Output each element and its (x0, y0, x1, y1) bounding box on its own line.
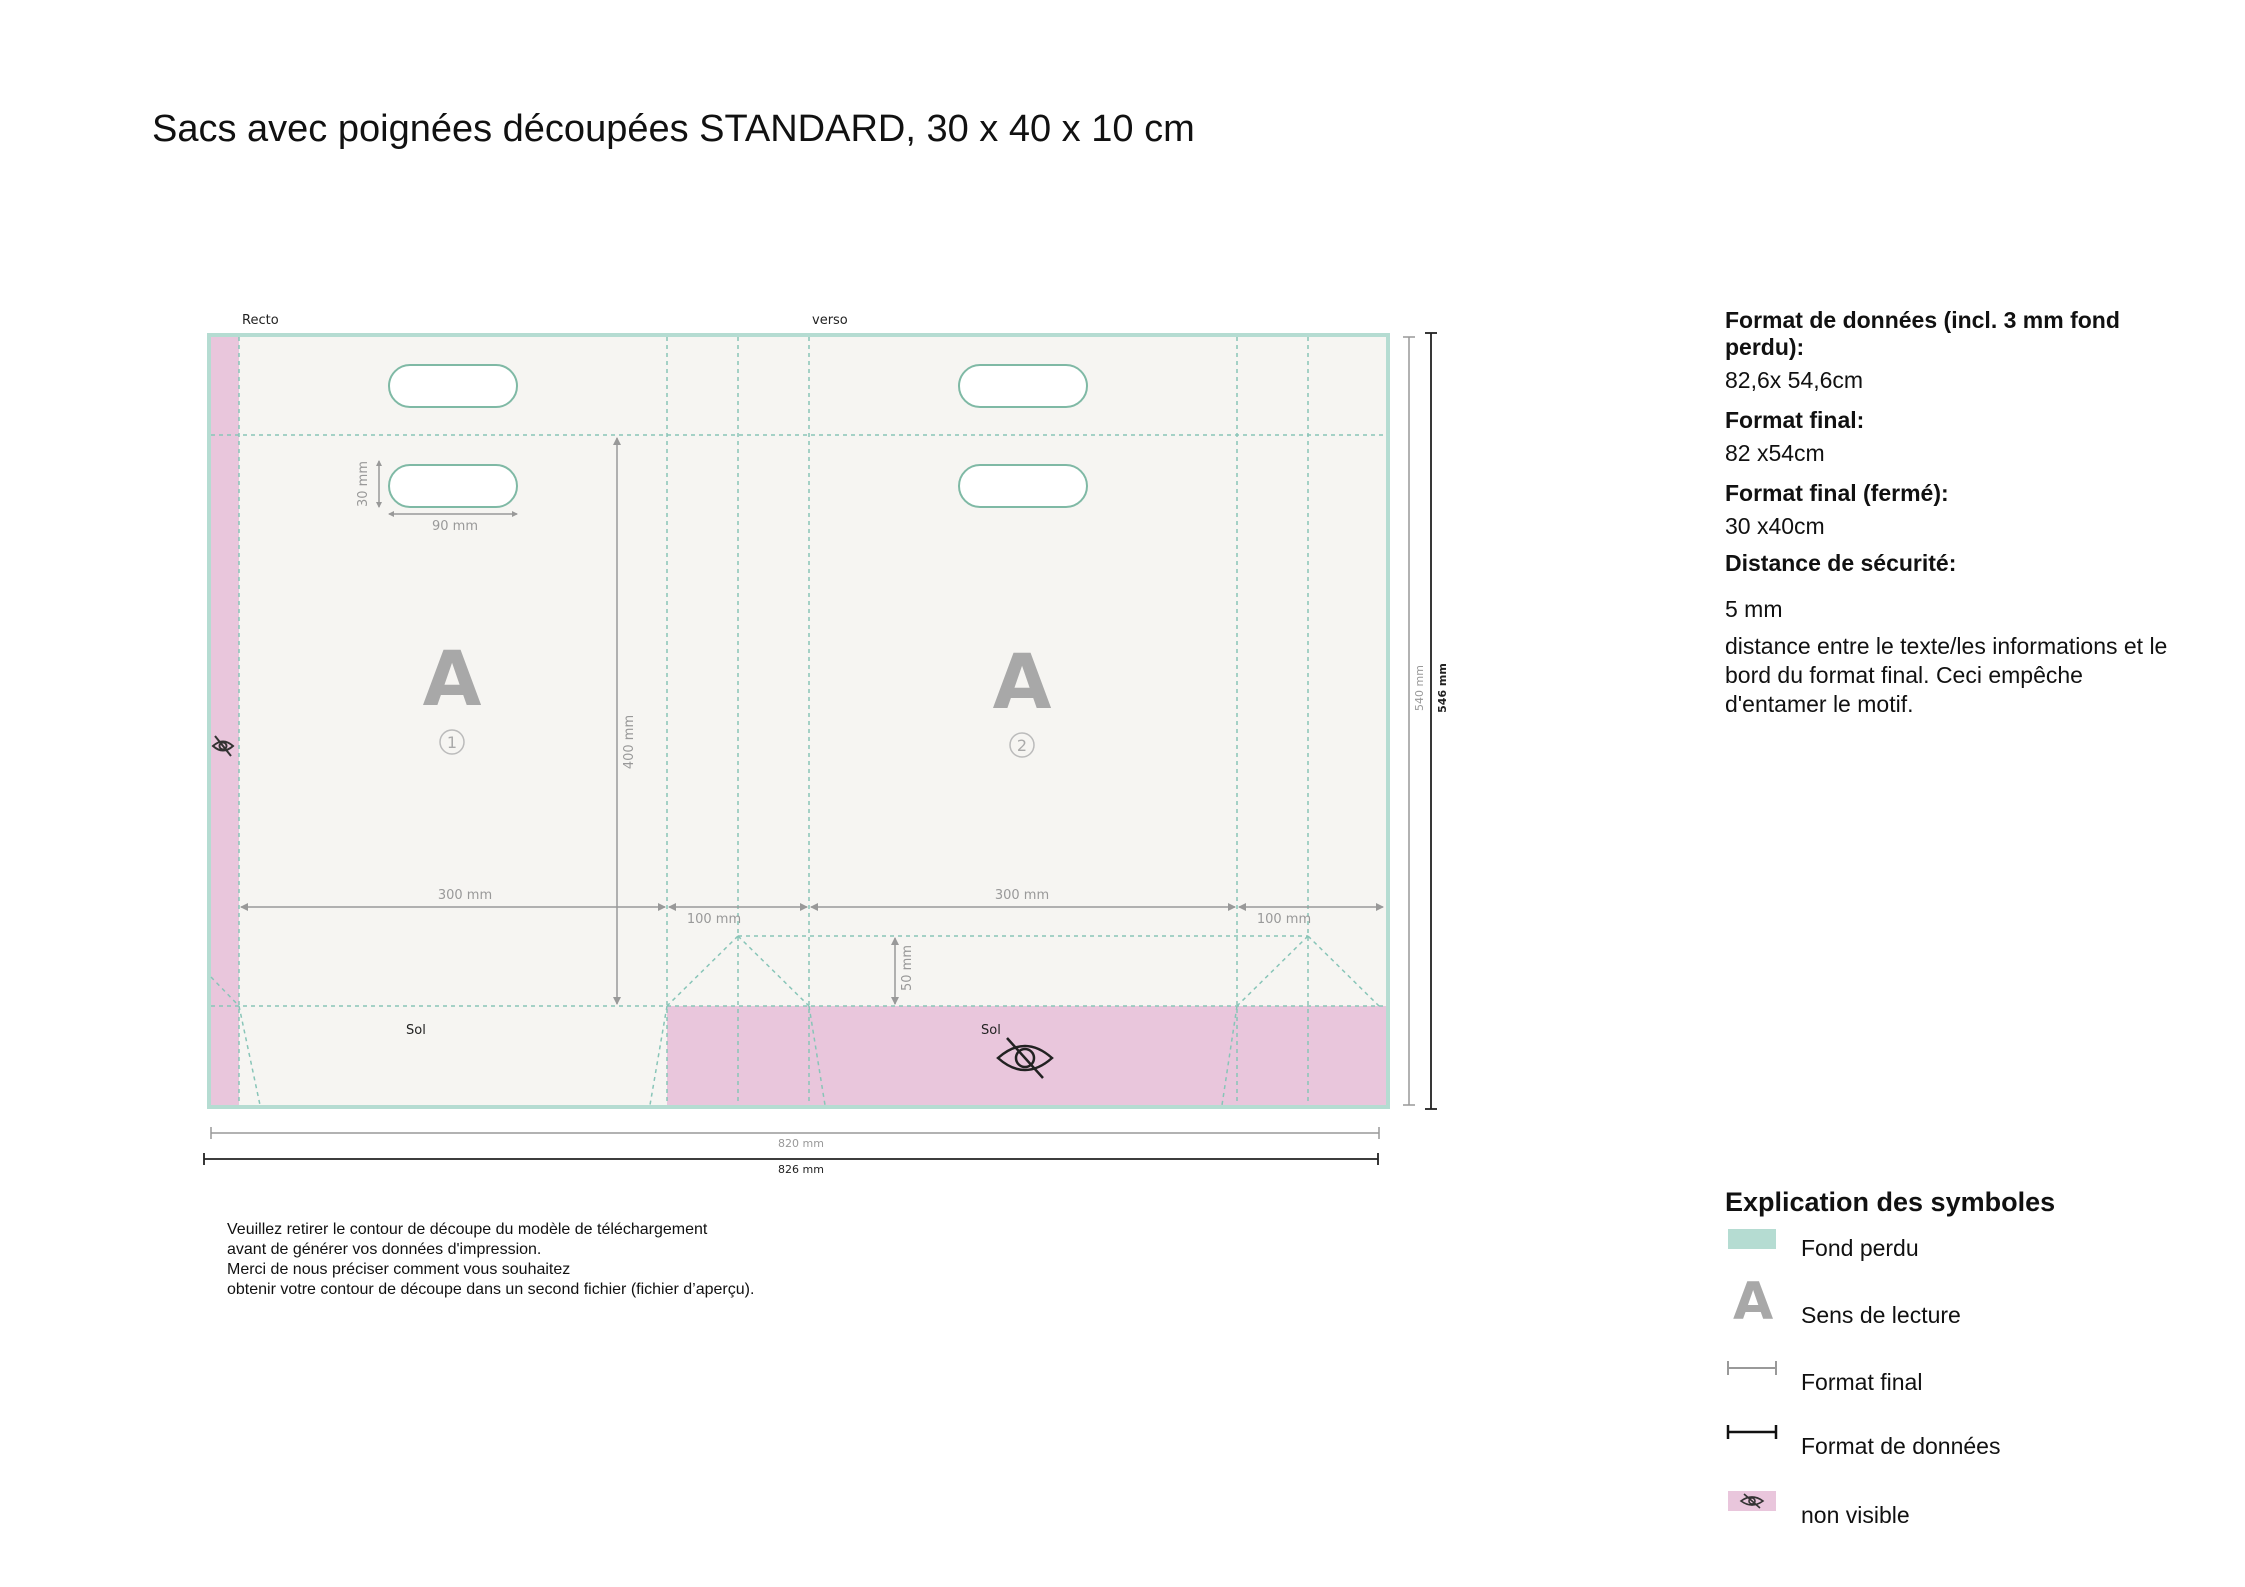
handle-1-bottom (389, 465, 517, 507)
label-sol-1: Sol (406, 1023, 426, 1038)
spec-value: 30 x40cm (1725, 513, 1825, 539)
reading-direction-icon: A (1733, 1272, 1774, 1332)
glue-flap-not-visible (211, 337, 239, 1105)
spec-label: Format final: (1725, 407, 1865, 433)
reading-direction-2: A (992, 637, 1052, 726)
bleed-swatch-icon (1725, 1227, 1779, 1267)
spec-data-format (1725, 307, 2175, 394)
spec-value: 82,6x 54,6cm (1725, 367, 1864, 393)
legend-label: Format de données (1801, 1433, 2001, 1459)
handle-2-top (959, 365, 1087, 407)
format-specs (1725, 307, 2175, 719)
bottom-not-visible (667, 1006, 1386, 1105)
spec-label: Distance de sécurité: (1725, 550, 1957, 576)
data-height-line (1425, 333, 1437, 1109)
handle-1-top (389, 365, 517, 407)
panel-area (211, 337, 1386, 1105)
label-sol-2: Sol (981, 1023, 1001, 1038)
panel-number-1: 1 (446, 733, 458, 752)
legend-label: Format final (1801, 1369, 1923, 1395)
legend-label: Sens de lecture (1801, 1302, 1961, 1328)
dim-panel-height: 400 mm (622, 714, 637, 770)
dim-panel-width-2: 300 mm (994, 888, 1050, 903)
legend-label: Fond perdu (1801, 1235, 1919, 1261)
dim-gusset-1: 100 mm (686, 912, 742, 927)
spec-label: Format de données (incl. 3 mm fond perdu): (1725, 307, 2120, 360)
handle-2-bottom (959, 465, 1087, 507)
legend-label: non visible (1801, 1502, 1910, 1528)
final-format-icon (1725, 1355, 1779, 1395)
not-visible-icon (1725, 1488, 1779, 1528)
safety-description: distance entre le texte/les informations et le bord du format final. Ceci empêche d'entamer le motif. (1725, 633, 2168, 717)
dim-final-width: 820 mm (778, 1137, 824, 1150)
dim-data-height: 546 mm (1436, 663, 1449, 713)
page-title: Sacs avec poignées découpées STANDARD, 30 x 40 x 10 cm (152, 108, 1195, 150)
spec-safety-distance (1725, 550, 2175, 719)
final-height-line (1403, 337, 1415, 1105)
label-verso: verso (812, 313, 848, 328)
dim-bottom: 50 mm (900, 944, 915, 992)
dim-gusset-2: 100 mm (1256, 912, 1312, 927)
dim-data-width: 826 mm (778, 1163, 824, 1176)
spec-final-format-closed (1725, 480, 2175, 540)
dim-handle-width: 90 mm (431, 519, 479, 534)
spec-value: 5 mm (1725, 596, 1783, 622)
download-note: Veuillez retirer le contour de découpe du modèle de téléchargement avant de générer vos données d'impression. Merci de nous préciser comment vous souhaitez obtenir votre contour de découpe dans un second fichier (fichier d’aperçu). (227, 1221, 755, 1298)
label-recto: Recto (242, 313, 279, 328)
spec-final-format (1725, 407, 2175, 467)
reading-direction-1: A (422, 634, 482, 723)
data-format-icon (1725, 1419, 1779, 1459)
dim-handle-height: 30 mm (356, 460, 371, 508)
panel-number-2: 2 (1016, 736, 1028, 755)
spec-label: Format final (fermé): (1725, 480, 1949, 506)
spec-value: 82 x54cm (1725, 440, 1825, 466)
dim-final-height: 540 mm (1413, 665, 1426, 711)
dim-panel-width-1: 300 mm (437, 888, 493, 903)
legend-title: Explication des symboles (1725, 1187, 2056, 1217)
